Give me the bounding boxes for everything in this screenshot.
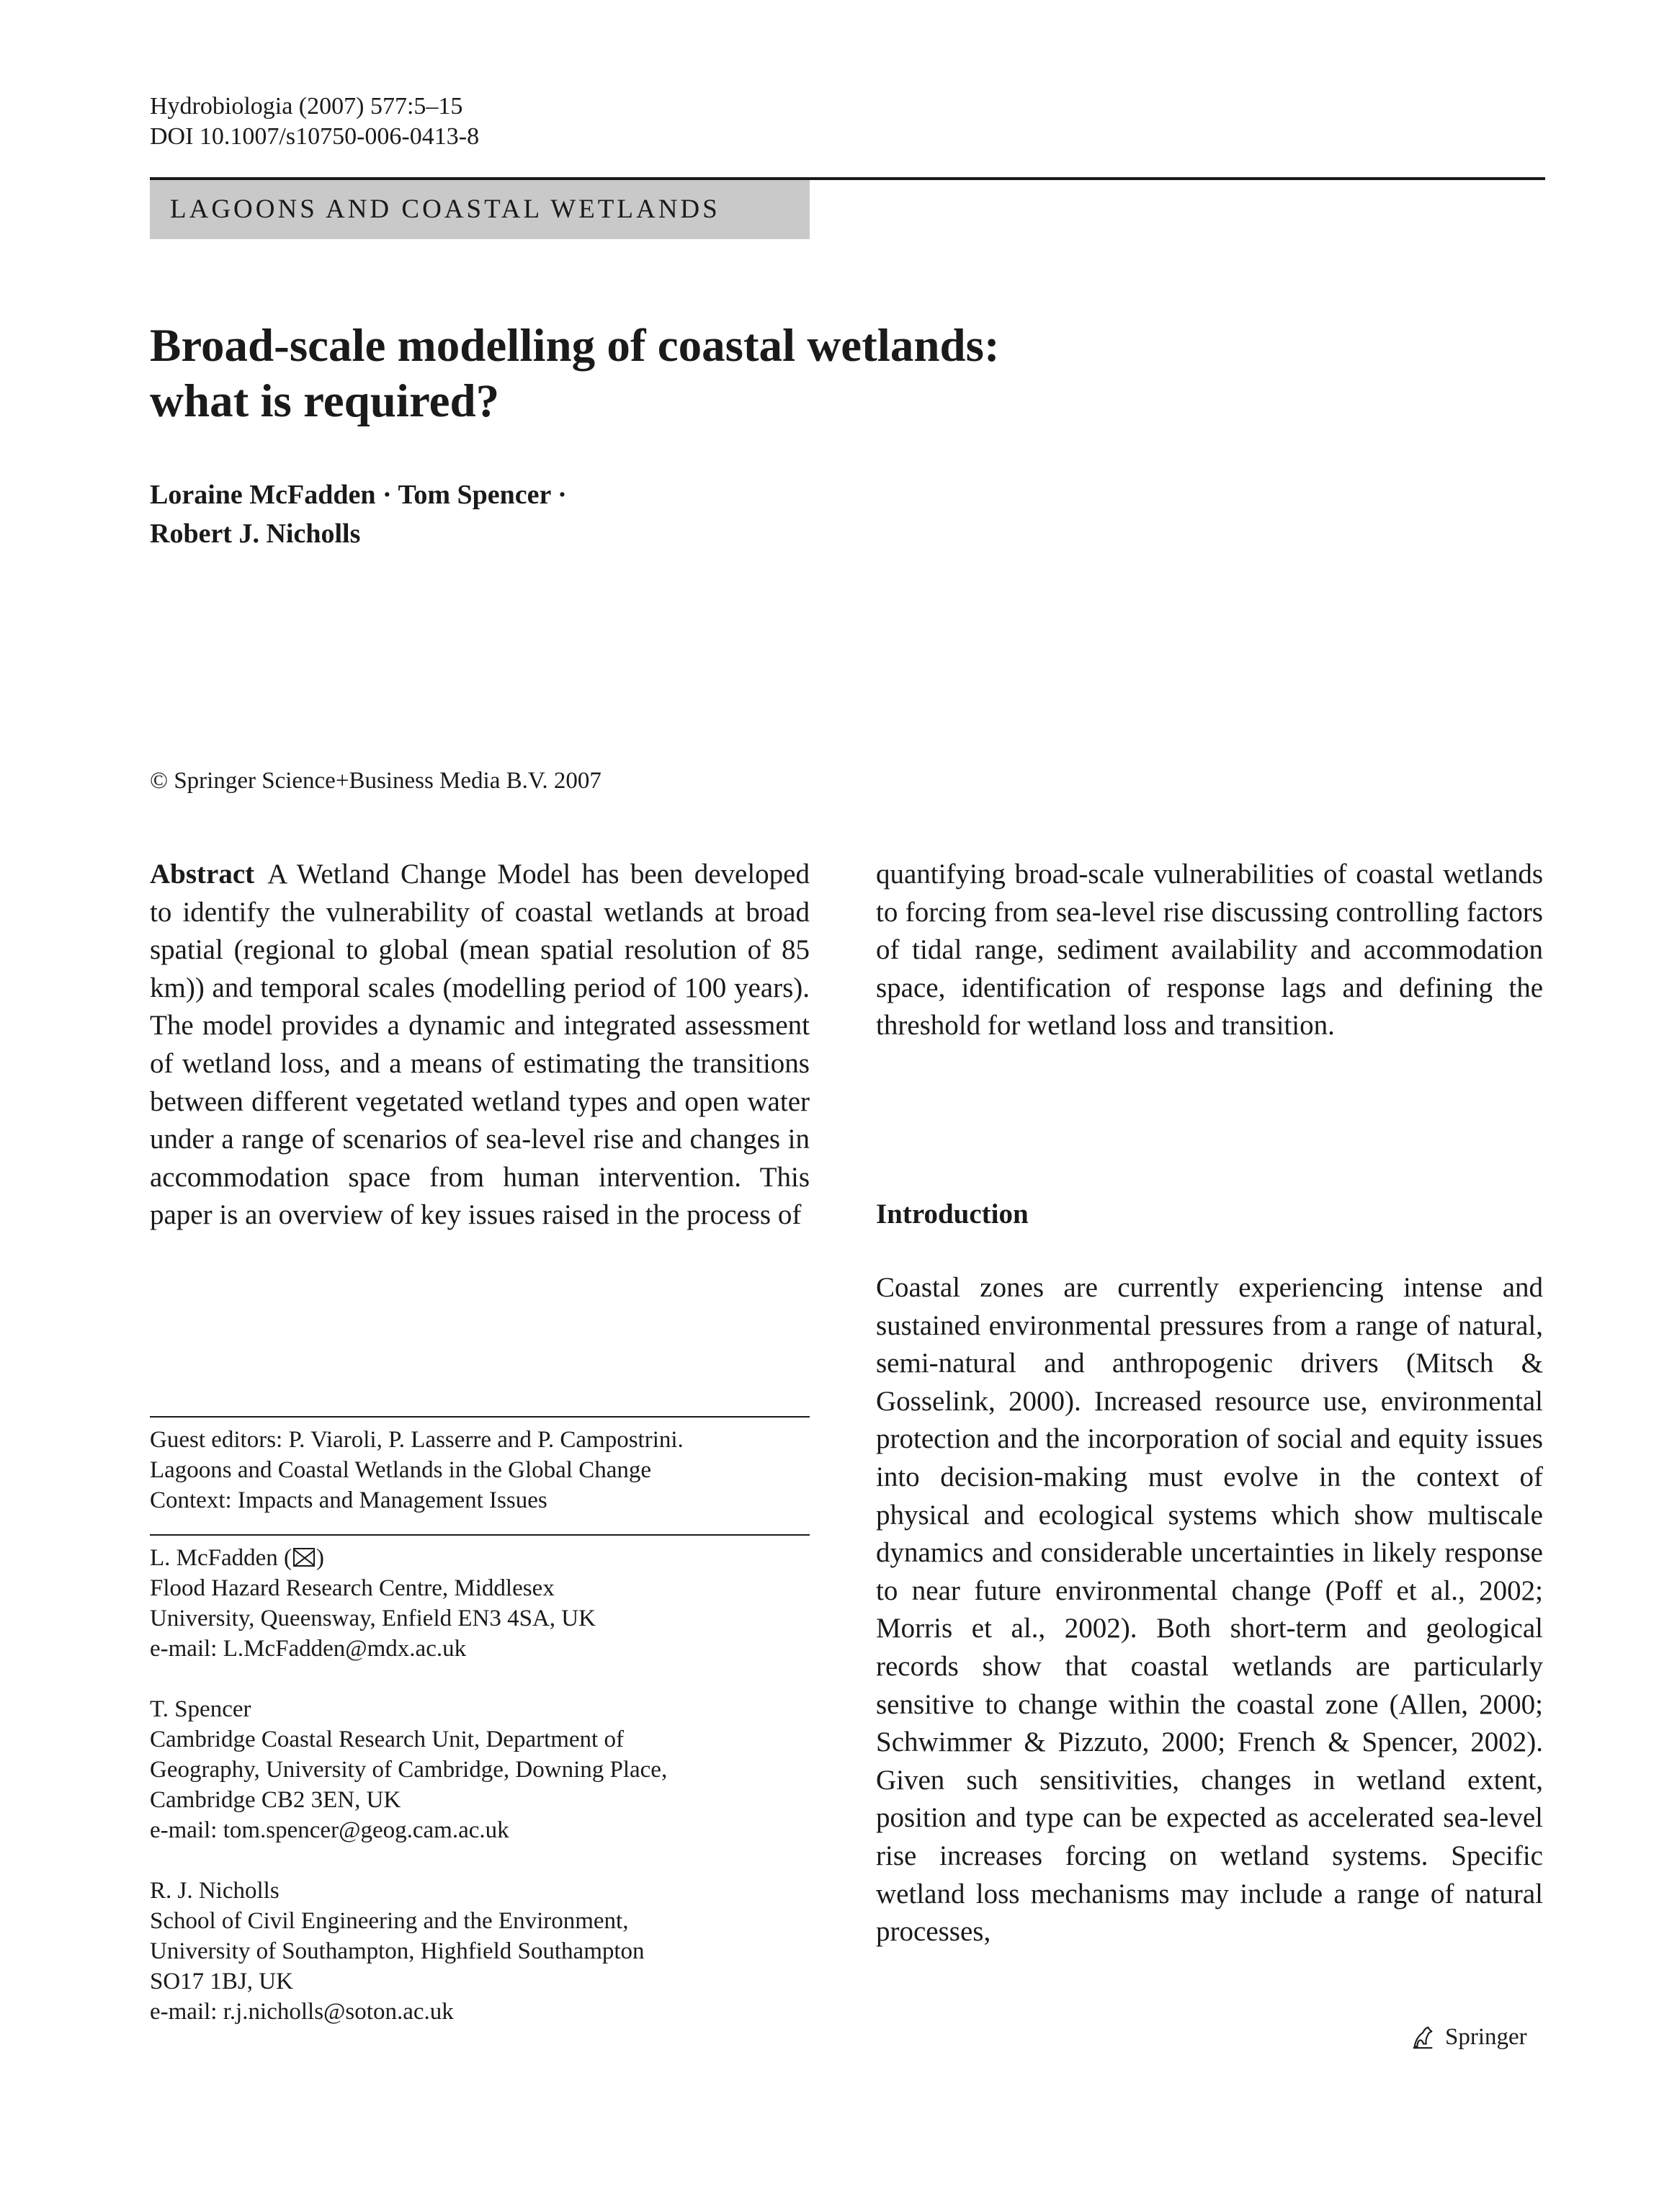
authors-line-1: Loraine McFadden · Tom Spencer · — [150, 480, 567, 510]
introduction-text: Coastal zones are currently experiencing intense and sustained environmental pressures from a range of natural, semi-natural and anthropogenic drivers (Mitsch & Gosselink, 2000). Increased resource use, environmental protection and the incorporation of social and equity issues into decision-making must evolve in the context of physical and ecological systems which show multiscale dynamics and considerable uncertainties in likely response to near future environmental change (Poff et al., 2002; Morris et al., 2002). Both short-term and geological records show that coastal wetlands are particularly sensitive to change within the coastal zone (Allen, 2000; Schwimmer & Pizzuto, 2000; French & Spencer, 2002). Given such sensitivities, changes in wetland extent, position and type can be expected as accelerated sea-level rise increases forcing on wetland systems. Specific wetland loss mechanisms may include a range of natural processes, — [876, 1272, 1543, 1948]
guest-editors-note — [150, 1425, 810, 1515]
section-tag: LAGOONS AND COASTAL WETLANDS — [150, 180, 810, 239]
editors-line-1: Guest editors: P. Viaroli, P. Lasserre and P. Campostrini. — [150, 1427, 684, 1453]
publisher-mark — [1409, 2023, 1527, 2051]
affiliation-line: Cambridge Coastal Research Unit, Department of — [150, 1727, 624, 1752]
affiliation-line: University of Southampton, Highfield Southampton — [150, 1938, 645, 1964]
affiliation-nicholls — [150, 1876, 810, 2027]
affiliation-line: Cambridge CB2 3EN, UK — [150, 1787, 401, 1813]
author-list — [150, 475, 1014, 553]
abstract-heading: Abstract — [150, 859, 255, 890]
affiliation-name: T. Spencer — [150, 1696, 251, 1722]
title-line-2: what is required? — [150, 375, 500, 427]
doi[interactable]: DOI 10.1007/s10750-006-0413-8 — [150, 123, 480, 150]
springer-horse-icon — [1409, 2023, 1436, 2051]
affiliation-line: Flood Hazard Research Centre, Middlesex — [150, 1575, 555, 1601]
affiliation-line: Geography, University of Cambridge, Downing Place, — [150, 1757, 668, 1783]
affiliation-line: University, Queensway, Enfield EN3 4SA, UK — [150, 1606, 596, 1631]
envelope-icon[interactable] — [293, 1548, 315, 1567]
affiliation-mcfadden — [150, 1543, 810, 1664]
footnote-rule — [150, 1416, 810, 1418]
affiliation-rule — [150, 1534, 810, 1536]
copyright: © Springer Science+Business Media B.V. 2007 — [150, 768, 602, 794]
title-line-1: Broad-scale modelling of coastal wetlands: — [150, 320, 1000, 372]
email-link[interactable]: e-mail: r.j.nicholls@soton.ac.uk — [150, 1999, 454, 2025]
authors-line-2: Robert J. Nicholls — [150, 519, 361, 549]
journal-citation: Hydrobiologia (2007) 577:5–15 — [150, 93, 463, 120]
affiliation-name: R. J. Nicholls — [150, 1878, 280, 1904]
article-title — [150, 318, 1410, 429]
editors-line-3: Context: Impacts and Management Issues — [150, 1487, 547, 1513]
affiliation-spencer — [150, 1694, 810, 1845]
introduction-heading: Introduction — [876, 1199, 1029, 1230]
affiliation-line: School of Civil Engineering and the Environment, — [150, 1908, 629, 1934]
affiliation-line: SO17 1BJ, UK — [150, 1969, 293, 1994]
abstract-right: quantifying broad-scale vulnerabilities of coastal wetlands to forcing from sea-level rise discussing controlling factors of tidal range, sediment availability and accommodation space, identification of response lags and defining the threshold for wetland loss and transition. — [876, 859, 1543, 1042]
affiliation-name: L. McFadden ( ) — [150, 1545, 325, 1571]
email-link[interactable]: e-mail: L.McFadden@mdx.ac.uk — [150, 1636, 467, 1662]
publisher-name: Springer — [1445, 2024, 1527, 2050]
abstract-left — [150, 856, 810, 1235]
editors-line-2: Lagoons and Coastal Wetlands in the Global Change — [150, 1457, 652, 1483]
email-link[interactable]: e-mail: tom.spencer@geog.cam.ac.uk — [150, 1817, 509, 1843]
abstract-text-left: A Wetland Change Model has been developed to identify the vulnerability of coastal wetlands at broad spatial (regional to global (mean spatial resolution of 85 km)) and temporal scales (modelling period of 100 years). The model provides a dynamic and integrated assessment of wetland loss, and a means of estimating the transitions between different vegetated wetland types and open water under a range of scenarios of sea-level rise and changes in accommodation space from human intervention. This paper is an overview of key issues raised in the process of — [150, 859, 810, 1231]
